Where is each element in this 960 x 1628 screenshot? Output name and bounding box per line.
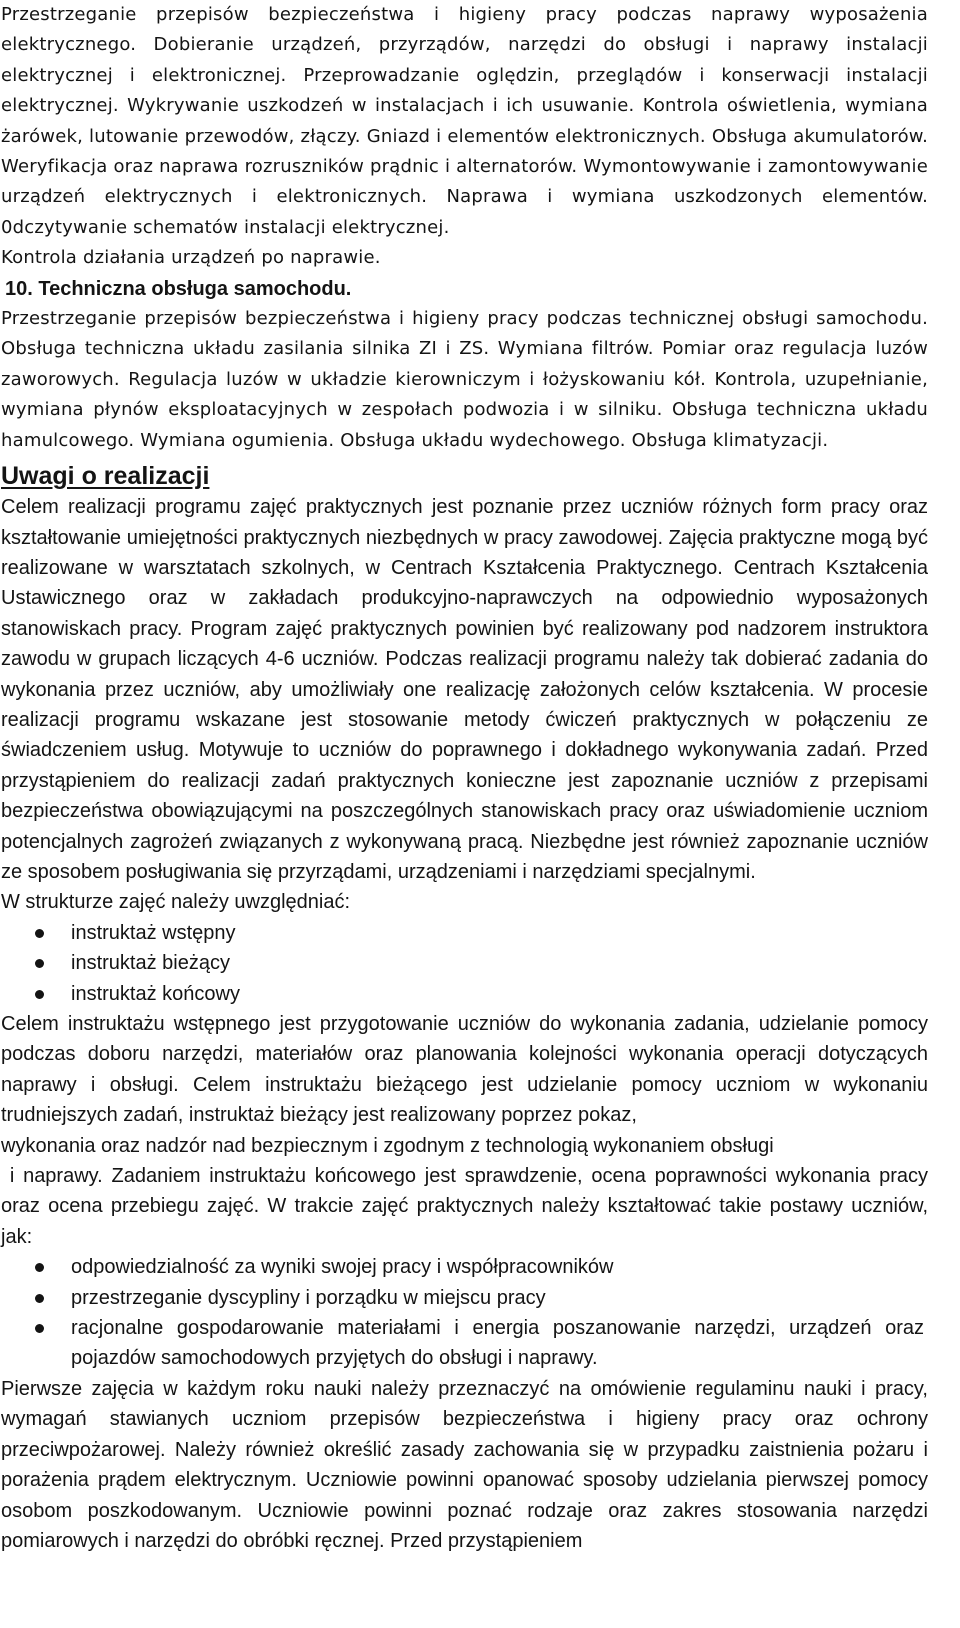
list-item: [1, 979, 928, 1009]
list-item-text: instruktaż wstępny: [71, 921, 236, 944]
list-item: [1, 918, 928, 948]
bullet-icon: [35, 959, 44, 968]
uwagi-heading: Uwagi o realizacji: [1, 462, 210, 491]
uwagi-paragraph-2a: Celem instruktażu wstępnego jest przygotowanie uczniów do wykonania zadania, udzielanie pomocy podczas doboru narzędzi, materiałów oraz planowania kolejności wykonania operacji dotyczących naprawy i obsługi. Celem instruktażu bieżącego jest udzielanie pomocy uczniom w wykonaniu trudniejszych zadań, instruktaż bieżący jest realizowany poprzez pokaz,: [1, 1013, 928, 1127]
list-1-intro: W strukturze zajęć należy uwzględniać:: [1, 891, 351, 914]
list-item-text: instruktaż końcowy: [71, 982, 240, 1005]
section-10-body: Przestrzeganie przepisów bezpieczeństwa i higieny pracy podczas technicznej obsługi samochodu. Obsługa techniczna układu zasilania silnika ZI i ZS. Wymiana filtrów. Pomiar oraz regulacja luzów zaworowych. Regulacja luzów w układzie kierowniczym i łożyskowaniu kół. Kontrola, uzupełnianie, wymiana płynów eksploatacyjnych w zespołach podwozia i w silniku. Obsługa techniczna układu hamulcowego. Wymiana ogumienia. Obsługa układu wydechowego. Obsługa klimatyzacji.: [1, 308, 928, 451]
list-item-text: instruktaż bieżący: [71, 952, 230, 975]
list-item-text: racjonalne gospodarowanie materiałami i energia poszanowanie narzędzi, urządzeń oraz pojazdów samochodowych przyjętych do obsługi i naprawy.: [71, 1317, 924, 1370]
list-item: [1, 948, 928, 978]
uwagi-paragraph-1: Celem realizacji programu zajęć praktycznych jest poznanie przez uczniów różnych form pracy oraz kształtowanie umiejętności praktycznych niezbędnych w pracy zawodowej. Zajęcia praktyczne mogą być realizowane w warsztatach szkolnych, w Centrach Kształcenia Praktycznego. Centrach Kształcenia Ustawicznego oraz w zakładach produkcyjno-naprawczych na odpowiednio wyposażonych stanowiskach pracy. Program zajęć praktycznych powinien być realizowany pod nadzorem instruktora zawodu w grupach liczących 4-6 uczniów. Podczas realizacji programu należy tak dobierać zadania do wykonania przez uczniów, aby umożliwiały one realizację założonych celów kształcenia. W procesie realizacji programu wskazane jest stosowanie metody ćwiczeń praktycznych w połączeniu ze świadczeniem usług. Motywuje to uczniów do poprawnego i dokładnego wykonywania zadań. Przed przystąpieniem do realizacji zadań praktycznych konieczne jest zapoznanie uczniów z przepisami bezpieczeństwa obowiązującymi na poszczególnych stanowiskach pracy oraz uświadomienie uczniom potencjalnych zagrożeń związanych z wykonywaną pracą. Niezbędne jest również zapoznanie uczniów ze sposobem posługiwania się przyrządami, urządzeniami i narzędziami specjalnymi.: [1, 496, 928, 883]
list-item-text: przestrzeganie dyscypliny i porządku w miejscu pracy: [71, 1286, 546, 1309]
list-item-text: odpowiedzialność za wyniki swojej pracy i współpracowników: [71, 1256, 614, 1279]
bullet-icon: [35, 1263, 44, 1272]
bullet-icon: [35, 1294, 44, 1303]
uwagi-paragraph-2b: wykonania oraz nadzór nad bezpiecznym i zgodnym z technologią wykonaniem obsługi: [1, 1134, 774, 1157]
bullet-icon: [35, 990, 44, 999]
bullet-icon: [35, 929, 44, 938]
postawy-list: [1, 1252, 928, 1374]
instruktaz-list: [1, 918, 928, 1009]
list-item: [1, 1283, 928, 1313]
section-10-heading: 10. Techniczna obsługa samochodu.: [5, 277, 352, 300]
list-item: [1, 1252, 928, 1282]
list-item: [1, 1313, 928, 1374]
intro-paragraph: Przestrzeganie przepisów bezpieczeństwa i higieny pracy podczas naprawy wyposażenia elektrycznego. Dobieranie urządzeń, przyrządów, narzędzi do obsługi i naprawy instalacji elektrycznej i elektronicznej. Przeprowadzanie oględzin, przeglądów i konserwacji instalacji elektrycznej. Wykrywanie uszkodzeń w instalacjach i ich usuwanie. Kontrola oświetlenia, wymiana żarówek, lutowanie przewodów, złączy. Gniazd i elementów elektronicznych. Obsługa akumulatorów. Weryfikacja oraz naprawa rozruszników prądnic i alternatorów. Wymontowywanie i zamontowywanie urządzeń elektrycznych i elektronicznych. Naprawa i wymiana uszkodzonych elementów. 0dczytywanie schematów instalacji elektrycznej.: [1, 4, 928, 238]
uwagi-paragraph-3: Pierwsze zajęcia w każdym roku nauki należy przeznaczyć na omówienie regulaminu nauki i pracy, wymagań stawianych uczniom przepisów bezpieczeństwa i higieny pracy oraz ochrony przeciwpożarowej. Należy również określić zasady zachowania się w przypadku zaistnienia pożaru i porażenia prądem elektrycznym. Uczniowie powinni opanować sposoby udzielania pierwszej pomocy osobom poszkodowanym. Uczniowie powinni poznać rodzaje oraz zakres stosowania narzędzi pomiarowych i narzędzi do obróbki ręcznej. Przed przystąpieniem: [1, 1377, 928, 1552]
intro-last-line: Kontrola działania urządzeń po naprawie.: [1, 247, 381, 269]
uwagi-paragraph-2c: i naprawy. Zadaniem instruktażu końcowego jest sprawdzenie, ocena poprawności wykonania pracy oraz ocena przebiegu zajęć. W trakcie zajęć praktycznych należy kształtować takie postawy uczniów, jak:: [1, 1165, 934, 1248]
bullet-icon: [35, 1324, 44, 1333]
